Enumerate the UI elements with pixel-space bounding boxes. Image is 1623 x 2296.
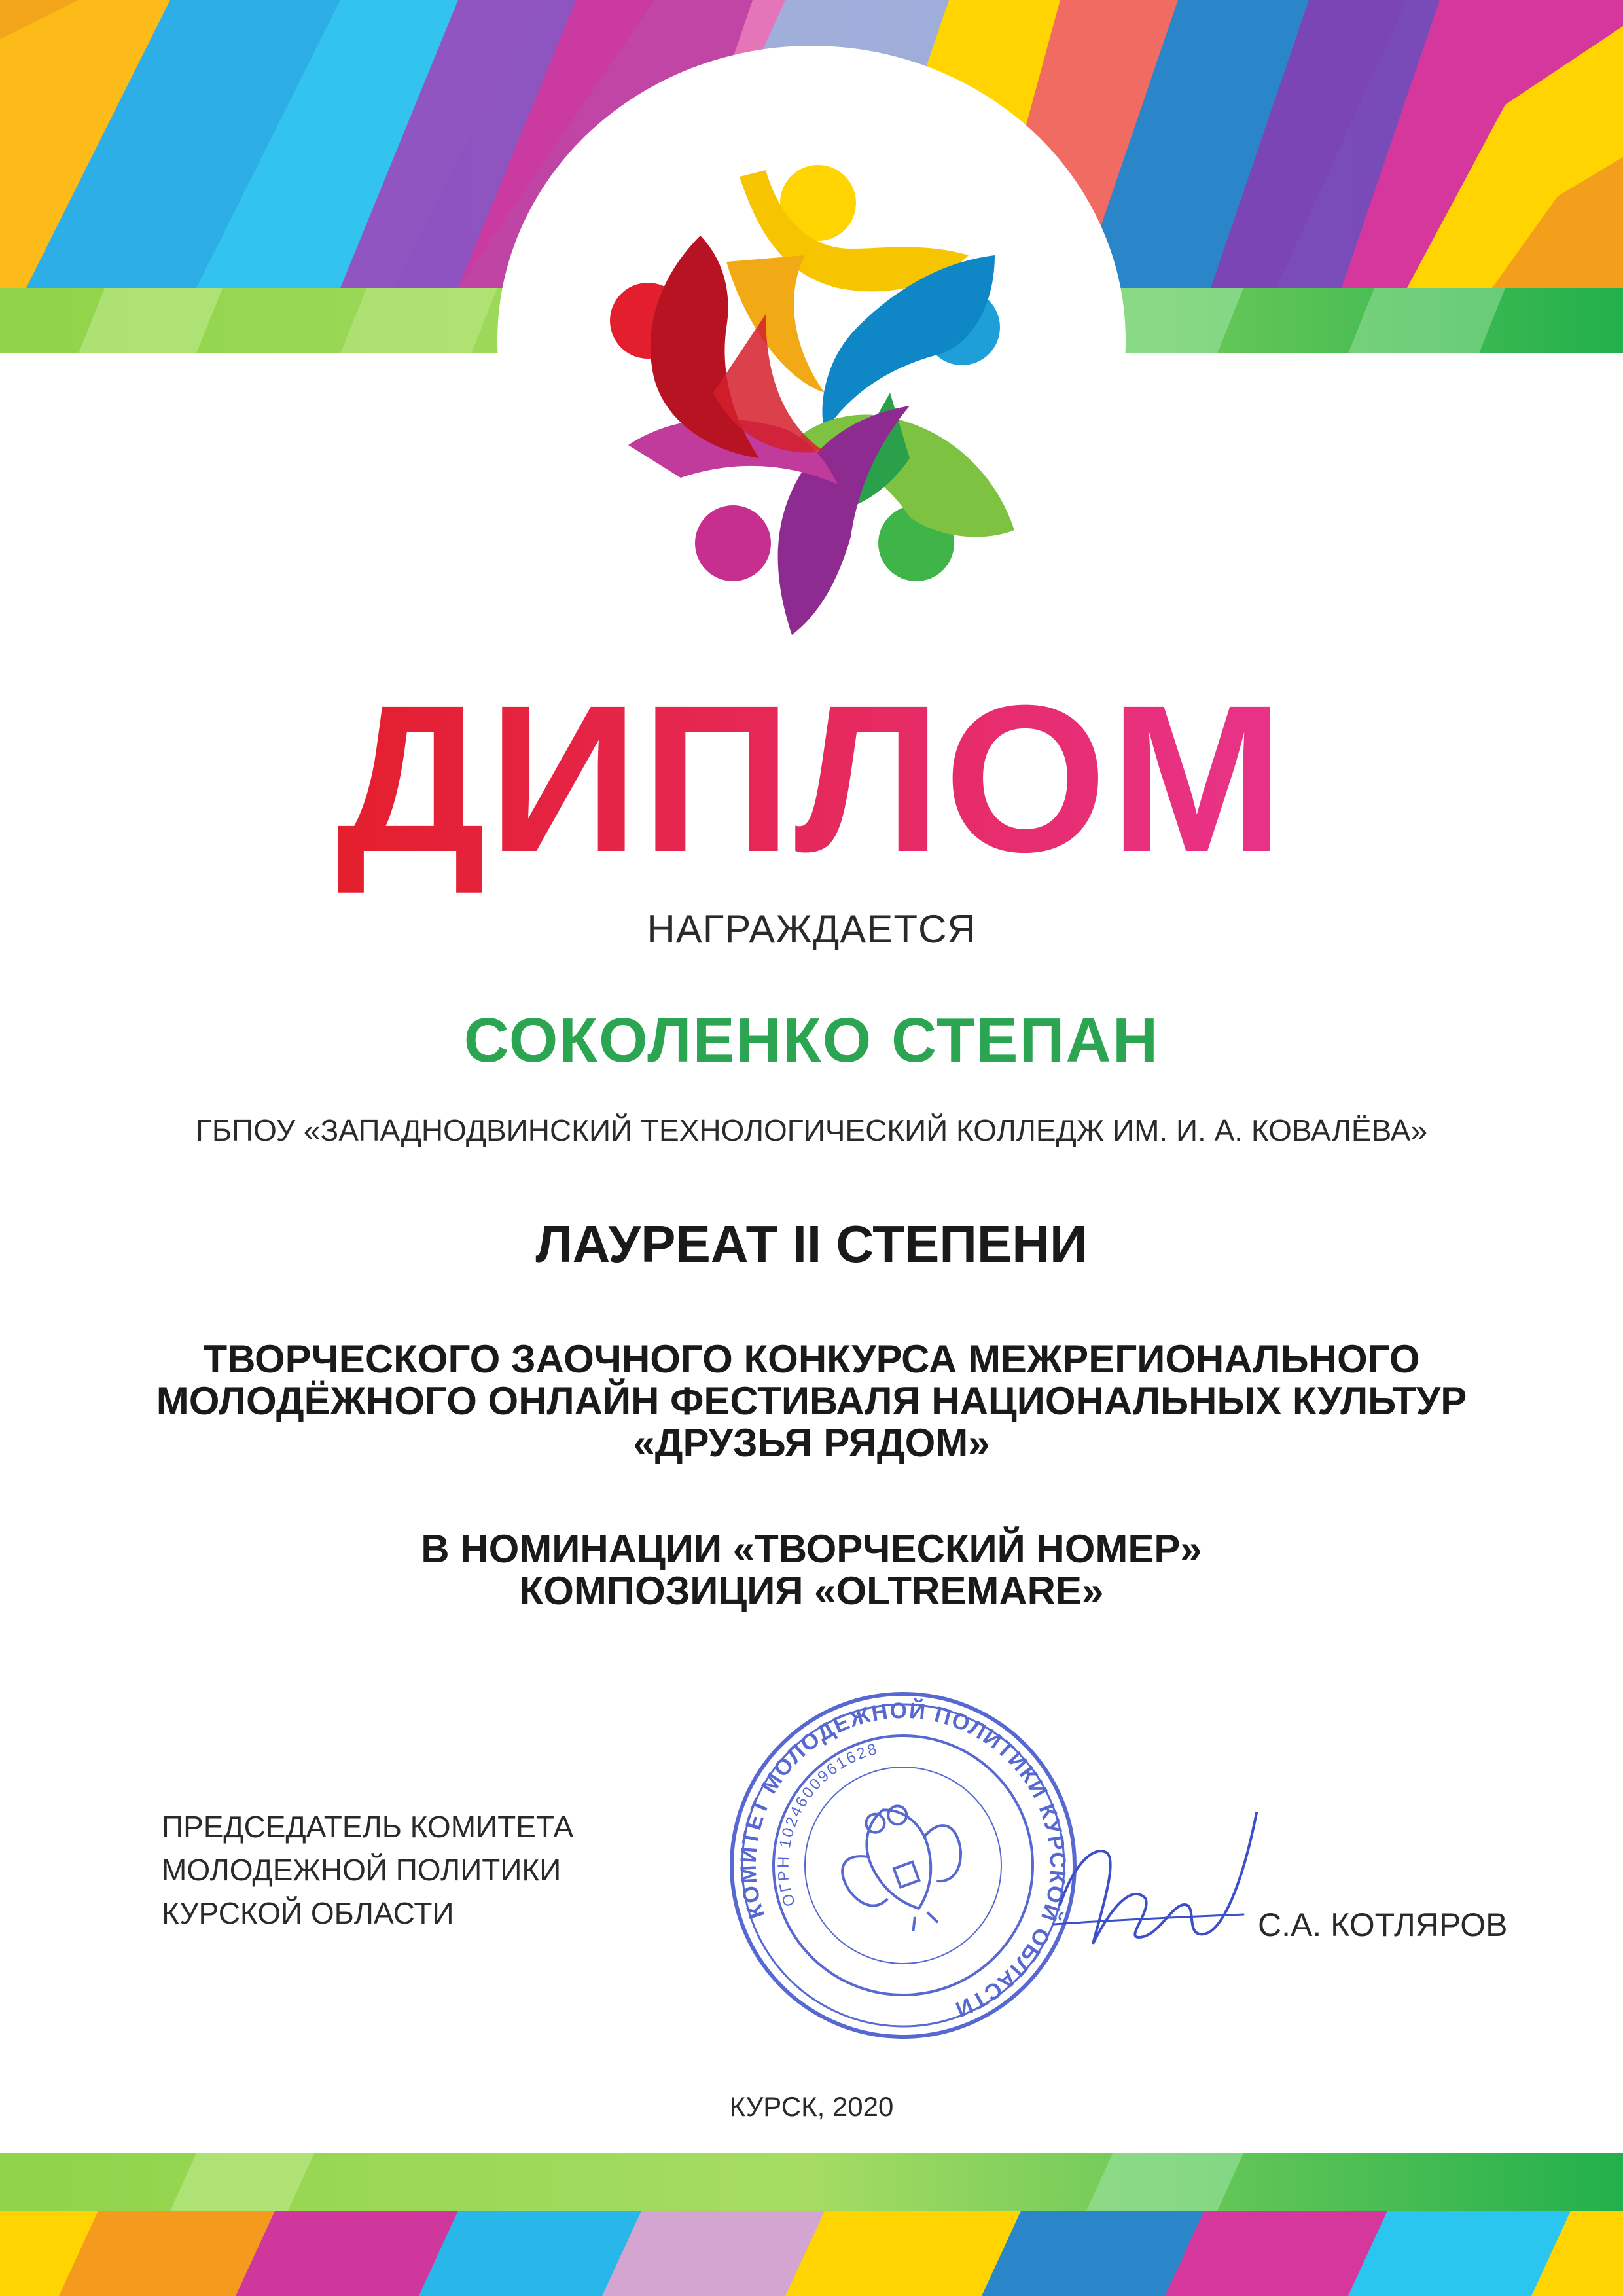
signatory-title [162, 1805, 573, 1935]
document-title [0, 661, 1623, 895]
coat-of-arms-icon [826, 1789, 982, 1948]
contest-line: «ДРУЗЬЯ РЯДОМ» [633, 1421, 990, 1465]
document-title-graphic [336, 661, 1287, 895]
signatory-title-line: МОЛОДЕЖНОЙ ПОЛИТИКИ [162, 1853, 562, 1887]
official-seal [720, 1682, 1086, 2049]
recipient-name: СОКОЛЕНКО СТЕПАН [463, 1005, 1160, 1075]
nomination-line: КОМПОЗИЦИЯ «OLTREMARE» [519, 1569, 1104, 1613]
contest-line: МОЛОДЁЖНОГО ОНЛАЙН ФЕСТИВАЛЯ НАЦИОНАЛЬНЫХ КУЛЬТУР [156, 1379, 1467, 1423]
seal-outer-text: КОМИТЕТ МОЛОДЕЖНОЙ ПОЛИТИКИ КУРСКОЙ ОБЛАСТИ [736, 1698, 1071, 2022]
nomination-description [0, 1528, 1623, 1612]
award-place: ЛАУРЕАТ II СТЕПЕНИ [535, 1215, 1088, 1273]
signature [1047, 1774, 1270, 1983]
document-title-text: ДИПЛОМ [336, 661, 1287, 895]
signatory-title-line: ПРЕДСЕДАТЕЛЬ КОМИТЕТА [162, 1810, 574, 1844]
contest-description [0, 1338, 1623, 1464]
signatory-name: С.А. КОТЛЯРОВ [1258, 1907, 1508, 1943]
institution-name: ГБПОУ «ЗАПАДНОДВИНСКИЙ ТЕХНОЛОГИЧЕСКИЙ КОЛЛЕДЖ ИМ. И. А. КОВАЛЁВА» [195, 1113, 1428, 1147]
festival-logo [0, 0, 1623, 655]
seal-ogrn: ОГРН 1024600961628 [774, 1740, 881, 1909]
signatory-title-line: КУРСКОЙ ОБЛАСТИ [162, 1896, 454, 1930]
contest-line: ТВОРЧЕСКОГО ЗАОЧНОГО КОНКУРСА МЕЖРЕГИОНАЛЬНОГО [203, 1337, 1420, 1381]
place-and-date: КУРСК, 2020 [729, 2091, 894, 2122]
nomination-line: В НОМИНАЦИИ «ТВОРЧЕСКИЙ НОМЕР» [421, 1527, 1202, 1571]
awarded-label: НАГРАЖДАЕТСЯ [647, 907, 976, 951]
